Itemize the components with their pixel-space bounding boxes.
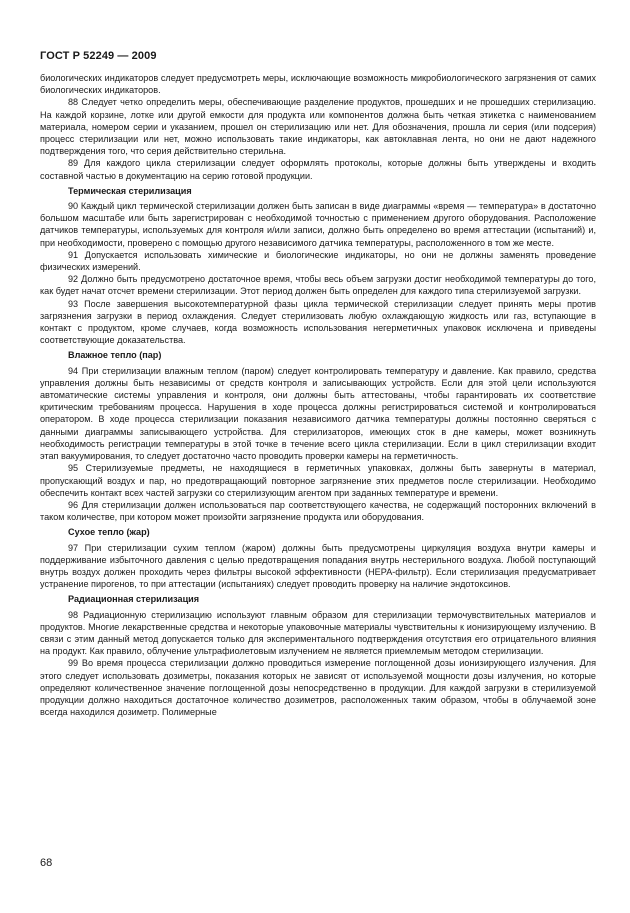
- paragraph-88: 88 Следует четко определить меры, обеспечивающие разделение продуктов, прошедших и не прошедших стерилизацию. На каждой корзине, лотке или другой емкости для продукта или компонентов должна быть четкая этикетка с наименованием материала, номером серии и указанием, прошел он стерилизацию или нет. Для обозначения, прошла ли серия (или подсерия) процесс стерилизации или нет, можно использовать такие индикаторы, как автоклавная лента, но они не дают надежного подтверждения того, что серия действительно стерильна.: [40, 97, 596, 157]
- paragraph-96: 96 Для стерилизации должен использоваться пар соответствующего качества, не содержащий посторонних включений в таком количестве, при котором может произойти загрязнение продукта или оборудования.: [40, 499, 596, 523]
- paragraph-91: 91 Допускается использовать химические и биологические индикаторы, но они не должны заменять проведение физических измерений.: [40, 249, 596, 273]
- paragraph-97: 97 При стерилизации сухим теплом (жаром) должны быть предусмотрены циркуляция воздуха внутри камеры и поддерживание избыточного давления с целью предотвращения попадания внутрь нестерильного воздуха. Любой поступающий внутрь воздух должен проходить через фильтры высокой эффективности (НЕРА-фильтр). Если стерилизация предусматривает устранение пирогенов, то при аттестации (испытаниях) следует проводить проверку на наличие эндотоксинов.: [40, 542, 596, 590]
- paragraph-93: 93 После завершения высокотемпературной фазы цикла термической стерилизации следует принять меры против загрязнения загрузки в период охлаждения. Следует стерилизовать любую охлаждающую жидкость или газ, вступающие в контакт с продуктом, кроме случаев, когда возможность использования негерметичных упаковок исключена и приведены соответствующие доказательства.: [40, 298, 596, 346]
- document-body: [40, 72, 596, 718]
- paragraph-continuation: биологических индикаторов следует предусмотреть меры, исключающие возможность микробиологического загрязнения от самих биологических индикаторов.: [40, 73, 596, 96]
- paragraph-98: 98 Радиационную стерилизацию используют главным образом для стерилизации термочувствительных материалов и продуктов. Многие лекарственные средства и некоторые упаковочные материалы чувствительны к ионизирующему излучению. В связи с этим данный метод допускается только для экспериментального подтверждения отсутствия его отрицательного влияния на продукт. Как правило, облучение ультрафиолетовым излучением не является приемлемым методом стерилизации.: [40, 609, 596, 657]
- section-heading-radiation: Радиационная стерилизация: [68, 594, 200, 605]
- document-header: ГОСТ Р 52249 — 2009: [40, 50, 157, 62]
- page-number: 68: [40, 857, 53, 869]
- paragraph-90: 90 Каждый цикл термической стерилизации должен быть записан в виде диаграммы «время — температура» в достаточно большом масштабе или быть зарегистрирован с необходимой точностью с применением другого оборудования. Расположение датчиков температуры, используемых для контроля и/или записи, должно быть определено во время аттестации (испытаний) и, при необходимости, проверено с помощью другого независимого датчика температуры, расположенного в том же месте.: [40, 201, 596, 248]
- paragraph-95: 95 Стерилизуемые предметы, не находящиеся в герметичных упаковках, должны быть завернуты в материал, пропускающий воздух и пар, но предотвращающий повторное загрязнение этих предметов после стерилизации. Необходимо обеспечить контакт всех частей загрузки со стерилизующим агентом при заданных температуре и времени.: [40, 463, 596, 498]
- section-heading-thermal: Термическая стерилизация: [68, 185, 192, 196]
- paragraph-94: 94 При стерилизации влажным теплом (паром) следует контролировать температуру и давление. Как правило, средства управления должны быть независимы от средств контроля и записывающих устройств. Если для этой цели используются автоматические системы управления и контроля, они должны быть аттестованы, чтобы гарантировать их соответствие критическим требованиям процесса. Нарушения в ходе процесса должны регистрироваться системой и контролироваться оператором. В ходе процесса стерилизации показания независимого датчика температуры должны постоянно сверяться с данными диаграммы записывающего устройства. Для стерилизаторов, имеющих сток в дне камеры, может возникнуть необходимость регистрации температуры в этой точке в течение всего цикла стерилизации. Если в цикл стерилизации входит этап вакуумирования, то следует достаточно часто проводить проверки камеры на герметичность.: [40, 365, 596, 462]
- paragraph-99: 99 Во время процесса стерилизации должно проводиться измерение поглощенной дозы ионизирующего излучения. Для этого следует использовать дозиметры, показания которых не зависят от используемой мощности дозы излучения, но которые определяют количественное значение поглощенной дозы непосредственно в продукции. Для каждой загрузки в стерилизуемой продукции должно находиться достаточное количество дозиметров, расположенных таким образом, чтобы в облучаемой зоне всегда находился дозиметр. Полимерные: [40, 658, 596, 718]
- section-heading-dry-heat: Сухое тепло (жар): [68, 527, 150, 538]
- paragraph-92: 92 Должно быть предусмотрено достаточное время, чтобы весь объем загрузки достиг необходимой температуры до того, как будет начат отсчет времени стерилизации. Этот период должен быть определен для каждого типа стерилизуемой загрузки.: [40, 274, 596, 297]
- section-heading-moist-heat: Влажное тепло (пар): [68, 350, 162, 361]
- paragraph-89: 89 Для каждого цикла стерилизации следует оформлять протоколы, которые должны быть утверждены и входить составной частью в документацию на серию готовой продукции.: [40, 158, 596, 181]
